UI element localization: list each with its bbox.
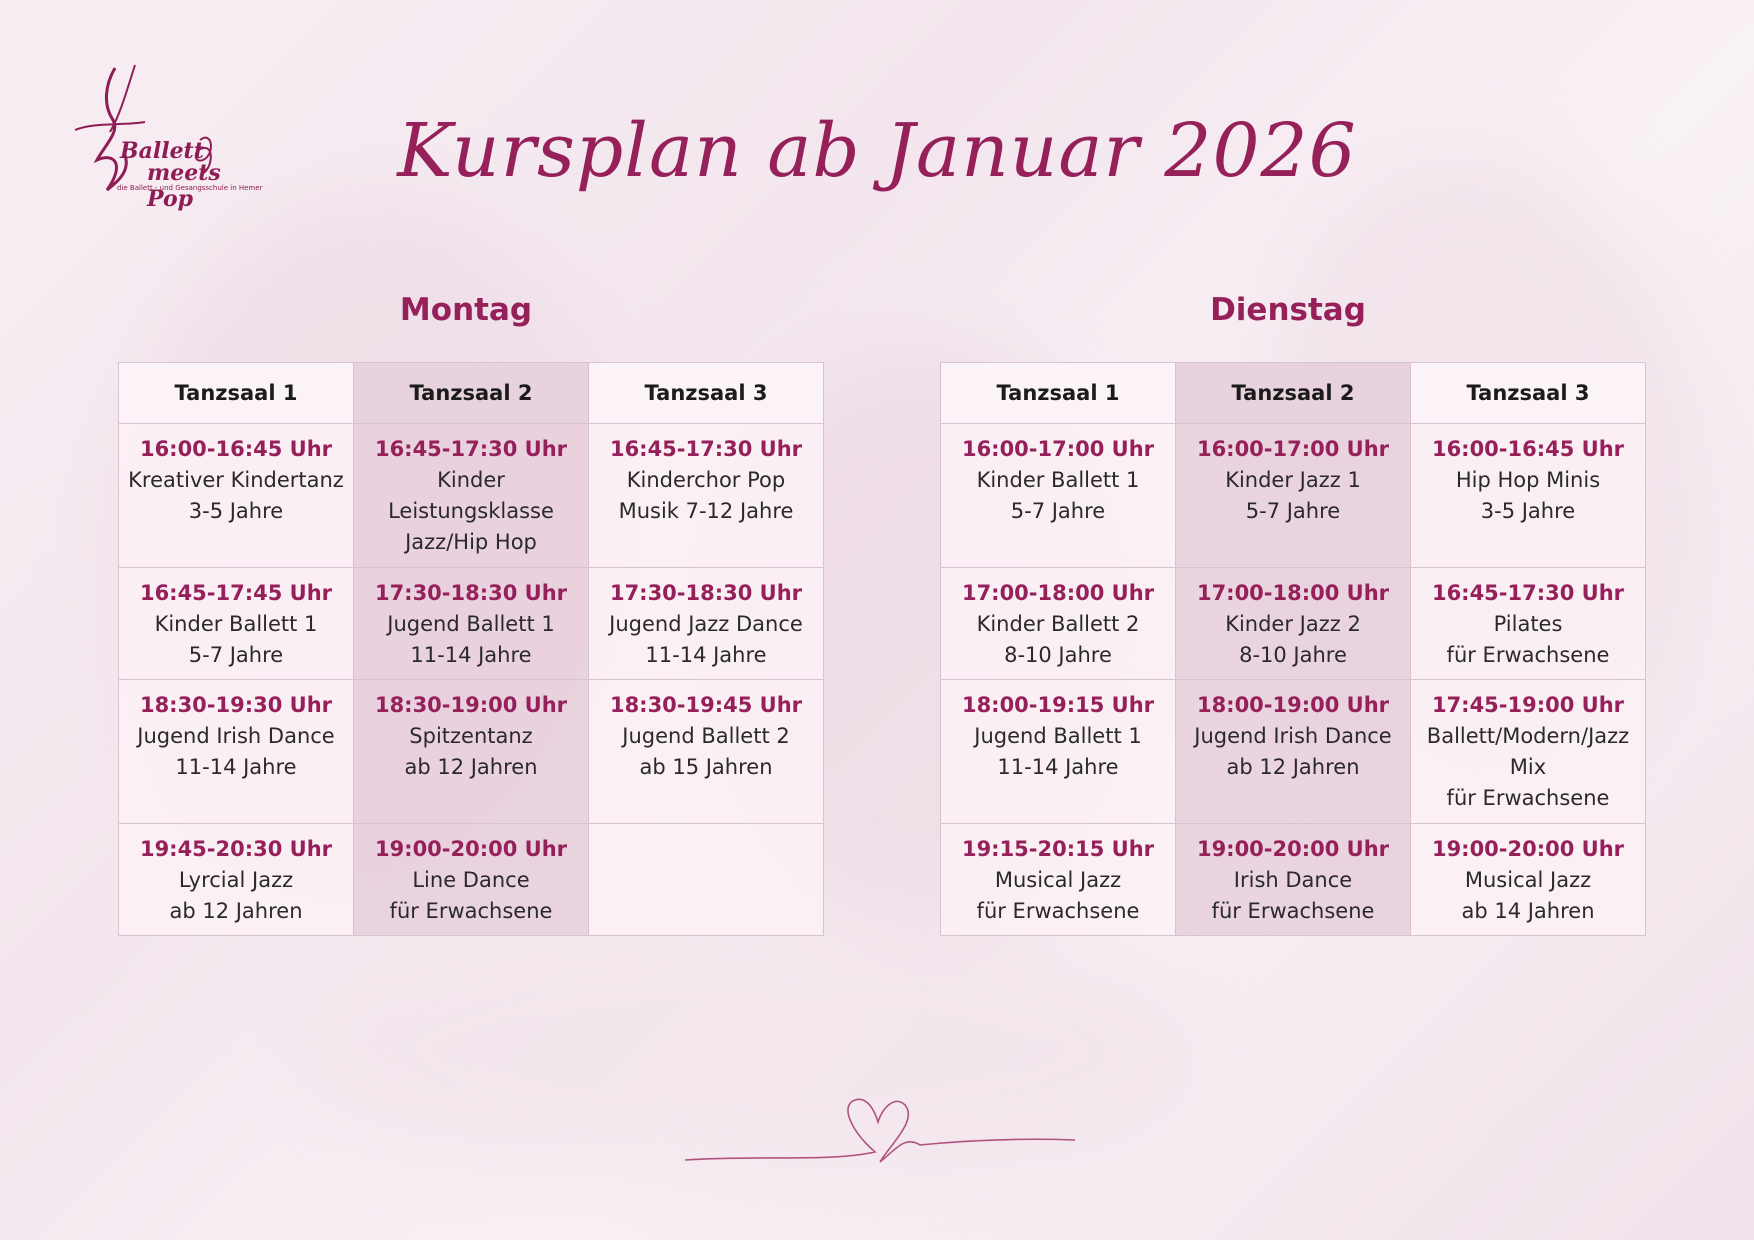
course-cell	[1176, 568, 1411, 680]
course-name: Mix	[1509, 755, 1547, 779]
course-detail: 5-7 Jahre	[1245, 499, 1341, 523]
course-time: 17:30-18:30 Uhr	[374, 581, 568, 605]
course-time: 18:00-19:15 Uhr	[961, 693, 1155, 717]
course-name: Kinder	[437, 468, 505, 492]
course-detail: ab 12 Jahren	[169, 899, 303, 923]
course-detail: 3-5 Jahre	[188, 499, 284, 523]
course-time: 19:45-20:30 Uhr	[139, 837, 333, 861]
course-time: 18:30-19:30 Uhr	[139, 693, 333, 717]
schedule-table-montag	[118, 362, 824, 936]
course-time: 16:00-16:45 Uhr	[1431, 437, 1625, 461]
course-name: Spitzentanz	[409, 724, 533, 748]
course-time: 18:30-19:00 Uhr	[374, 693, 568, 717]
course-time: 17:30-18:30 Uhr	[609, 581, 803, 605]
course-detail: ab 12 Jahren	[1226, 755, 1360, 779]
course-cell	[354, 568, 589, 680]
course-detail: Musik 7-12 Jahre	[618, 499, 794, 523]
course-time: 16:45-17:30 Uhr	[609, 437, 803, 461]
course-name: Kreativer Kindertanz	[128, 468, 344, 492]
course-detail: 11-14 Jahre	[410, 643, 532, 667]
course-name: Jugend Ballett 1	[387, 612, 555, 636]
course-cell	[119, 568, 354, 680]
course-time: 17:45-19:00 Uhr	[1431, 693, 1625, 717]
course-cell	[941, 824, 1176, 936]
page-title: Kursplan ab Januar 2026	[397, 108, 1357, 194]
course-name: Kinder Ballett 2	[976, 612, 1140, 636]
course-cell	[1411, 680, 1646, 824]
course-detail: 11-14 Jahre	[645, 643, 767, 667]
course-cell	[1176, 424, 1411, 568]
course-time: 19:15-20:15 Uhr	[961, 837, 1155, 861]
course-time: 18:00-19:00 Uhr	[1196, 693, 1390, 717]
course-detail: für Erwachsene	[1211, 899, 1375, 923]
empty-cell	[589, 824, 824, 936]
course-time: 19:00-20:00 Uhr	[1196, 837, 1390, 861]
course-name: Kinder Ballett 1	[976, 468, 1140, 492]
course-cell	[589, 424, 824, 568]
day-title-montag: Montag	[399, 292, 533, 328]
course-detail: 8-10 Jahre	[1239, 643, 1347, 667]
course-name: Kinderchor Pop	[626, 468, 786, 492]
course-cell	[941, 568, 1176, 680]
course-cell	[589, 568, 824, 680]
course-name: Musical Jazz	[994, 868, 1122, 892]
course-detail: für Erwachsene	[1446, 643, 1610, 667]
course-cell	[1411, 424, 1646, 568]
hall-header: Tanzsaal 2	[1176, 363, 1411, 424]
logo-wordmark-line2: meets Pop	[147, 160, 221, 212]
course-cell	[1411, 568, 1646, 680]
course-name: Pilates	[1493, 612, 1563, 636]
course-time: 16:45-17:30 Uhr	[1431, 581, 1625, 605]
course-time: 16:00-17:00 Uhr	[1196, 437, 1390, 461]
course-name: Ballett/Modern/Jazz	[1426, 724, 1630, 748]
course-time: 16:00-17:00 Uhr	[961, 437, 1155, 461]
course-detail: für Erwachsene	[976, 899, 1140, 923]
course-cell	[941, 680, 1176, 824]
course-name: Line Dance	[412, 868, 530, 892]
course-cell	[1176, 824, 1411, 936]
course-time: 19:00-20:00 Uhr	[1431, 837, 1625, 861]
course-cell	[354, 824, 589, 936]
course-detail: 8-10 Jahre	[1004, 643, 1112, 667]
logo-wordmark-line1: Ballett	[120, 138, 204, 164]
course-name: Lyrcial Jazz	[178, 868, 294, 892]
course-detail: für Erwachsene	[1446, 786, 1610, 810]
course-detail: ab 15 Jahren	[639, 755, 773, 779]
course-detail: ab 14 Jahren	[1461, 899, 1595, 923]
day-title-dienstag: Dienstag	[1210, 292, 1366, 328]
course-detail: für Erwachsene	[389, 899, 553, 923]
hall-header: Tanzsaal 2	[354, 363, 589, 424]
course-time: 16:00-16:45 Uhr	[139, 437, 333, 461]
course-detail: Jazz/Hip Hop	[405, 530, 537, 554]
course-name: Jugend Ballett 2	[622, 724, 790, 748]
course-name: Jugend Irish Dance	[137, 724, 335, 748]
course-cell	[119, 424, 354, 568]
course-time: 17:00-18:00 Uhr	[1196, 581, 1390, 605]
schedule-table-dienstag	[940, 362, 1646, 936]
course-name: Musical Jazz	[1464, 868, 1592, 892]
course-detail: 11-14 Jahre	[175, 755, 297, 779]
course-detail: 5-7 Jahre	[188, 643, 284, 667]
course-name: Kinder Ballett 1	[154, 612, 318, 636]
course-name: Irish Dance	[1233, 868, 1353, 892]
course-name: Leistungsklasse	[388, 499, 554, 523]
course-cell	[1176, 680, 1411, 824]
course-name: Hip Hop Minis	[1455, 468, 1601, 492]
course-time: 18:30-19:45 Uhr	[609, 693, 803, 717]
course-cell	[1411, 824, 1646, 936]
course-time: 16:45-17:45 Uhr	[139, 581, 333, 605]
hall-header: Tanzsaal 1	[941, 363, 1176, 424]
course-time: 19:00-20:00 Uhr	[374, 837, 568, 861]
course-name: Jugend Jazz Dance	[609, 612, 803, 636]
course-detail: 3-5 Jahre	[1480, 499, 1576, 523]
course-name: Jugend Irish Dance	[1194, 724, 1392, 748]
course-cell	[119, 824, 354, 936]
course-name: Kinder Jazz 1	[1225, 468, 1361, 492]
course-cell	[589, 680, 824, 824]
course-cell	[119, 680, 354, 824]
course-time: 16:45-17:30 Uhr	[374, 437, 568, 461]
heart-line-icon	[680, 1090, 1080, 1180]
course-cell	[941, 424, 1176, 568]
hall-header: Tanzsaal 3	[1411, 363, 1646, 424]
course-cell	[354, 424, 589, 568]
hall-header: Tanzsaal 3	[589, 363, 824, 424]
course-detail: 5-7 Jahre	[1010, 499, 1106, 523]
course-cell	[354, 680, 589, 824]
course-detail: ab 12 Jahren	[404, 755, 538, 779]
course-time: 17:00-18:00 Uhr	[961, 581, 1155, 605]
course-name: Jugend Ballett 1	[974, 724, 1142, 748]
logo-tagline: die Ballett - und Gesangsschule in Hemer	[117, 184, 263, 192]
hall-header: Tanzsaal 1	[119, 363, 354, 424]
course-name: Kinder Jazz 2	[1225, 612, 1361, 636]
course-detail: 11-14 Jahre	[997, 755, 1119, 779]
